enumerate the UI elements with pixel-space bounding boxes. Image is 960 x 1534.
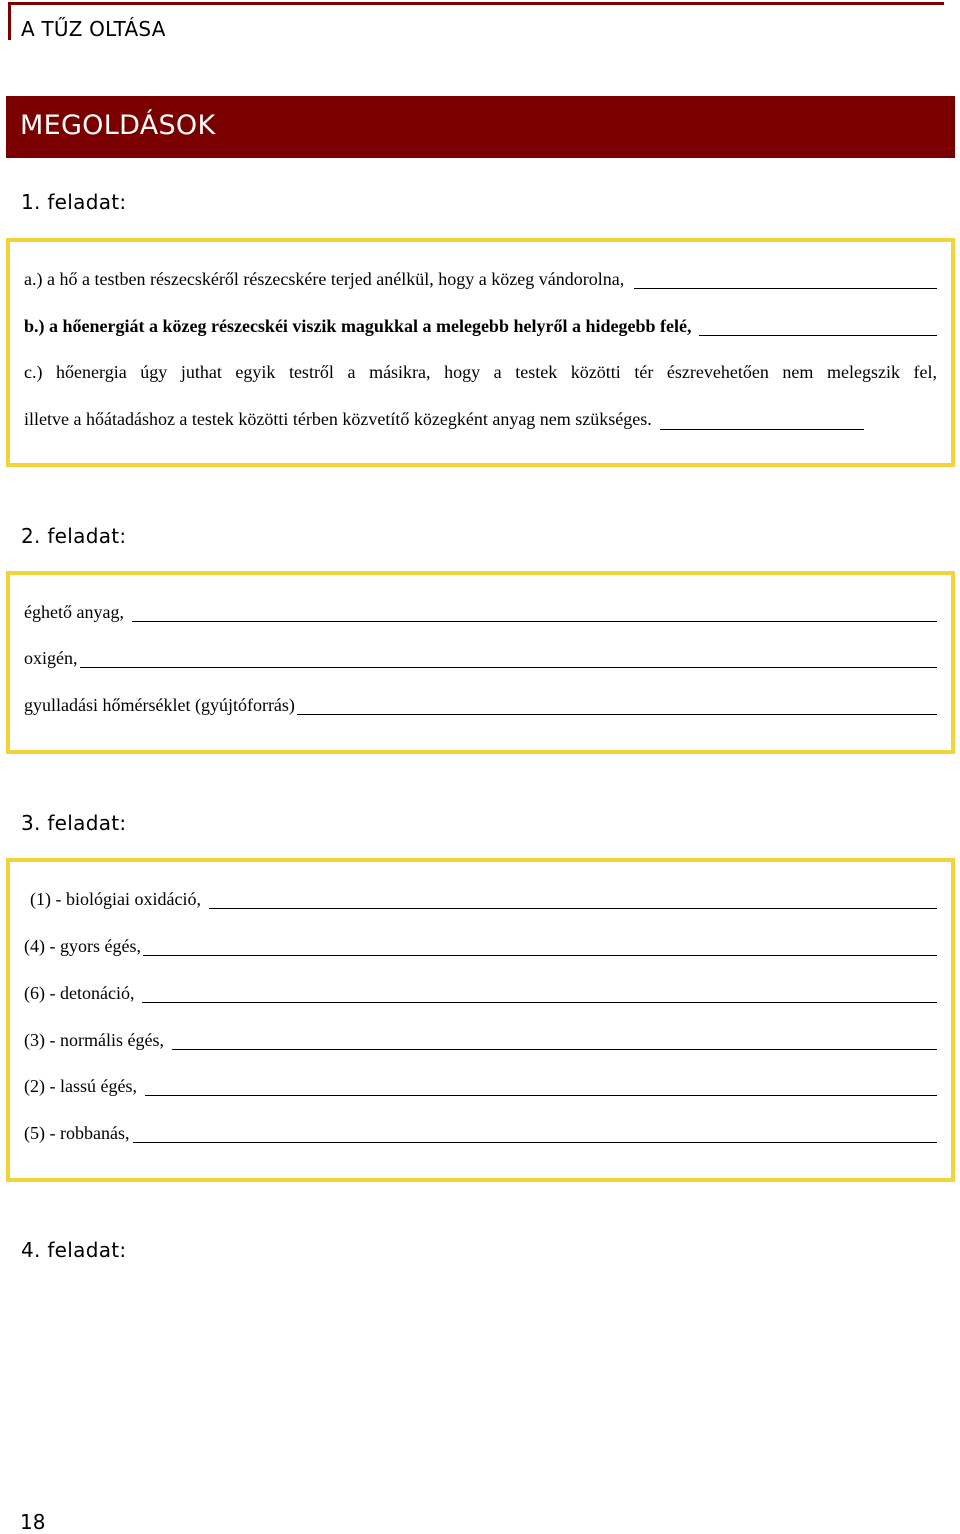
task3-item [30, 888, 937, 910]
task1-item-a-text: a.) a hő a testben részecskéről részecskére terjed anélkül, hogy a közeg vándorolna, [24, 269, 625, 289]
task1-item-c-text-2: illetve a hőátadáshoz a testek közötti térben közvetítő közegként anyag nem szükséges. [24, 409, 652, 429]
task2-item-blank [80, 649, 938, 668]
task2-item-text: éghető anyag, [24, 602, 124, 622]
task3-heading: 3. feladat: [21, 811, 127, 835]
task3-item-blank [172, 1031, 937, 1050]
task2-item [24, 601, 937, 623]
task3-item-text: (1) - biológiai oxidáció, [30, 889, 201, 909]
task3-item-text: (5) - robbanás, [24, 1123, 130, 1143]
task1-item-c-line1 [24, 361, 937, 383]
task1-item-b [24, 315, 937, 337]
task3-item [24, 982, 937, 1004]
solutions-banner [6, 96, 955, 158]
task3-item-blank [133, 1124, 937, 1143]
task3-item-text: (4) - gyors égés, [24, 936, 141, 956]
task1-heading: 1. feladat: [21, 190, 127, 214]
task2-item-text: oxigén, [24, 648, 78, 668]
task1-item-a-blank [634, 270, 937, 289]
task4-heading: 4. feladat: [21, 1238, 127, 1262]
task1-item-c-blank [660, 411, 864, 430]
task1-item-c-line2 [24, 408, 864, 430]
task3-item [24, 935, 937, 957]
task2-item [24, 647, 937, 669]
task2-answer-box [6, 571, 955, 754]
header-title: A TŰZ OLTÁSA [21, 17, 166, 41]
task1-item-b-blank [699, 317, 937, 336]
task2-item-blank [297, 696, 937, 715]
task1-item-b-text: b.) a hőenergiát a közeg részecskéi viszik magukkal a melegebb helyről a hidegebb felé, [24, 316, 692, 336]
task3-item-blank [142, 984, 937, 1003]
running-header [8, 2, 944, 40]
task1-answer-box [6, 238, 955, 467]
banner-title: MEGOLDÁSOK [20, 110, 216, 141]
task2-item-text: gyulladási hőmérséklet (gyújtóforrás) [24, 695, 295, 715]
task3-item-blank [143, 937, 937, 956]
task3-item [24, 1029, 937, 1051]
task3-item-text: (6) - detonáció, [24, 983, 135, 1003]
task2-item [24, 694, 937, 716]
task1-item-a [24, 268, 937, 290]
task3-item [24, 1075, 937, 1097]
task3-item [24, 1122, 937, 1144]
task2-item-blank [132, 603, 937, 622]
task3-answer-box [6, 858, 955, 1182]
task3-item-text: (3) - normális égés, [24, 1030, 164, 1050]
task3-item-blank [209, 890, 937, 909]
task1-item-c-text-1: c.) hőenergia úgy juthat egyik testről a másikra, hogy a testek közötti tér észrevehetően nem melegszik fel, [24, 362, 937, 382]
task2-heading: 2. feladat: [21, 524, 127, 548]
task3-item-text: (2) - lassú égés, [24, 1076, 137, 1096]
page-number: 18 [20, 1510, 46, 1534]
task3-item-blank [145, 1077, 937, 1096]
